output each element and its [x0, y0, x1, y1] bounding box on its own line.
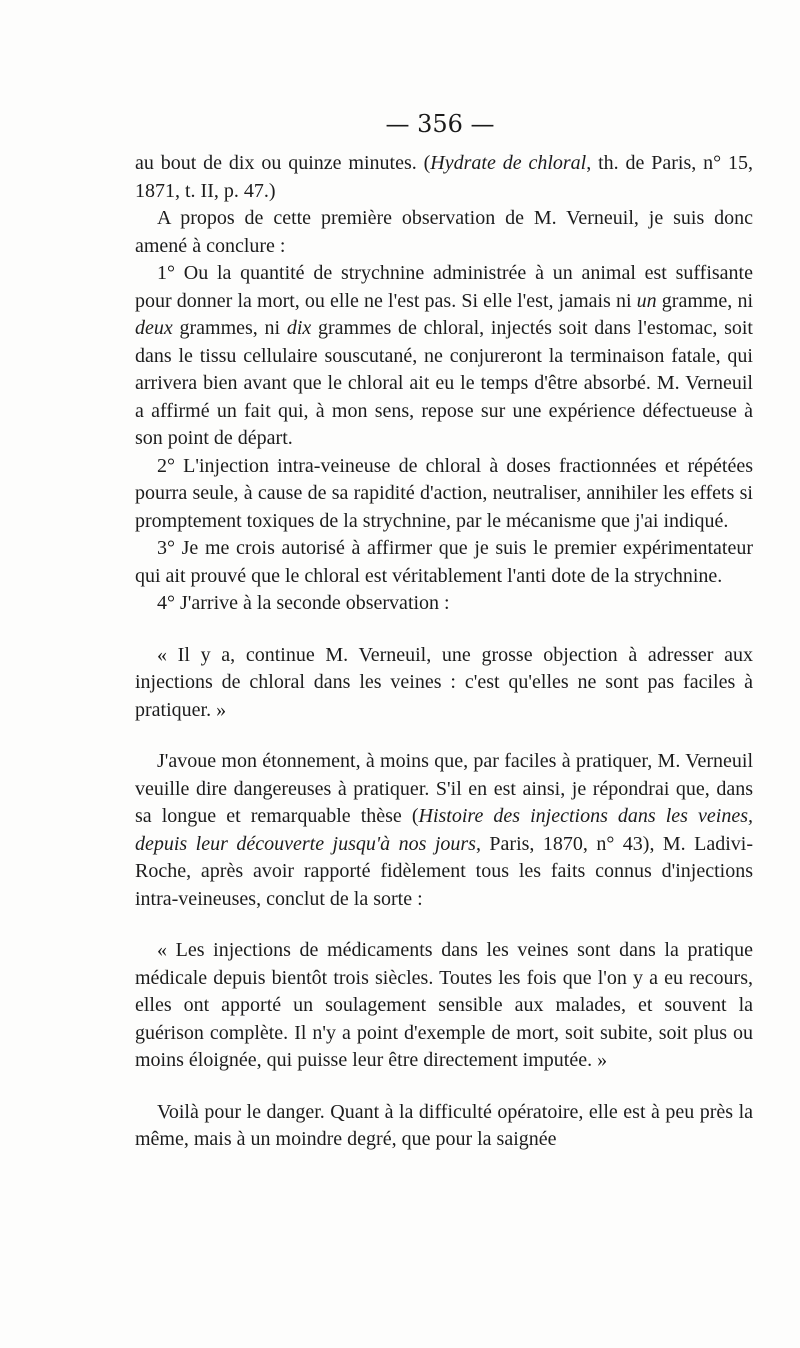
italic-title: Histoire des injections dans les veines, depuis leur découverte jusqu'à nos jours	[135, 805, 753, 855]
italic-word: un	[636, 289, 657, 312]
paragraph-point-4: 4° J'arrive à la seconde observation :	[157, 592, 450, 614]
spacer	[135, 1075, 753, 1099]
text-run: grammes, ni	[172, 317, 287, 339]
italic-title: Hydrate de chloral	[430, 152, 587, 174]
text-run: grammes de chloral, injectés soit dans l'estomac, soit dans le tissu cellulaire souscutané, ne conjureront la terminaison fatale, qui arrivera bien avant que le chloral ait eu le temps d'être absorbé. M. Verneuil a affirmé un fait qui, à mon sens, repose sur une expérience défectueuse à son point de départ.	[135, 317, 753, 449]
paragraph-point-1	[135, 260, 753, 453]
paragraph-intro: A propos de cette première observation de M. Verneuil, je suis donc amené à conclure :	[135, 207, 753, 257]
quotation-verneuil: « Il y a, continue M. Verneuil, une grosse objection à adresser aux injections de chloral dans les veines : c'est qu'elles ne sont pas faciles à pratiquer. »	[135, 643, 753, 721]
italic-word: dix	[286, 317, 312, 339]
spacer	[135, 913, 753, 937]
text-run: , Paris, 1870, n° 43), M. Ladivi-Roche, après avoir rapporté fidèlement tous les faits connus d'injections intra-veineuses, conclut de la sorte :	[135, 832, 754, 910]
text-run: , th. de Paris, n° 15, 1871, t. II, p. 47.)	[135, 152, 754, 202]
text-run: gramme, ni	[656, 289, 753, 312]
paragraph-response	[135, 748, 753, 913]
text-run: au bout de dix ou quinze minutes. (	[135, 152, 431, 174]
paragraph-point-3: 3° Je me crois autorisé à affirmer que je suis le premier expérimentateur qui ait prouvé que le chloral est véritablement l'anti dote de la strychnine.	[135, 537, 753, 587]
spacer	[135, 618, 753, 642]
paragraph-point-2: 2° L'injection intra-veineuse de chloral à doses fractionnées et répétées pourra seule, à cause de sa rapidité d'action, neutraliser, annihiler les effets si promptement toxiques de la strychnine, par le mécanisme que j'ai indiqué.	[135, 454, 753, 532]
paragraph-closing: Voilà pour le danger. Quant à la difficulté opératoire, elle est à peu près la même, mais à un moindre degré, que pour la saignée	[135, 1100, 753, 1150]
page-number: — 356 —	[385, 110, 495, 138]
text-run: 1° Ou la quantité de strychnine administrée à un animal est suffisante pour donner la mort, ou elle ne l'est pas. Si elle l'est, jamais ni	[135, 262, 753, 312]
spacer	[135, 724, 753, 748]
italic-word: deux	[135, 317, 173, 339]
paragraph-continuation	[135, 150, 753, 205]
quotation-ladivi-roche: « Les injections de médicaments dans les veines sont dans la pratique médicale depuis bientôt trois siècles. Toutes les fois que l'on y a eu recours, elles ont apporté un soulagement sensible aux malades, et souvent la guérison complète. Il n'y a point d'exemple de mort, soit subite, soit plus ou moins éloignée, qui puisse leur être directement imputée. »	[135, 939, 753, 1071]
text-run: J'avoue mon étonnement, à moins que, par faciles à pratiquer, M. Verneuil veuille dire dangereuses à pratiquer. S'il en est ainsi, je répondrai que, dans sa longue et remarquable thèse (	[135, 750, 753, 827]
body-text	[135, 150, 753, 1154]
